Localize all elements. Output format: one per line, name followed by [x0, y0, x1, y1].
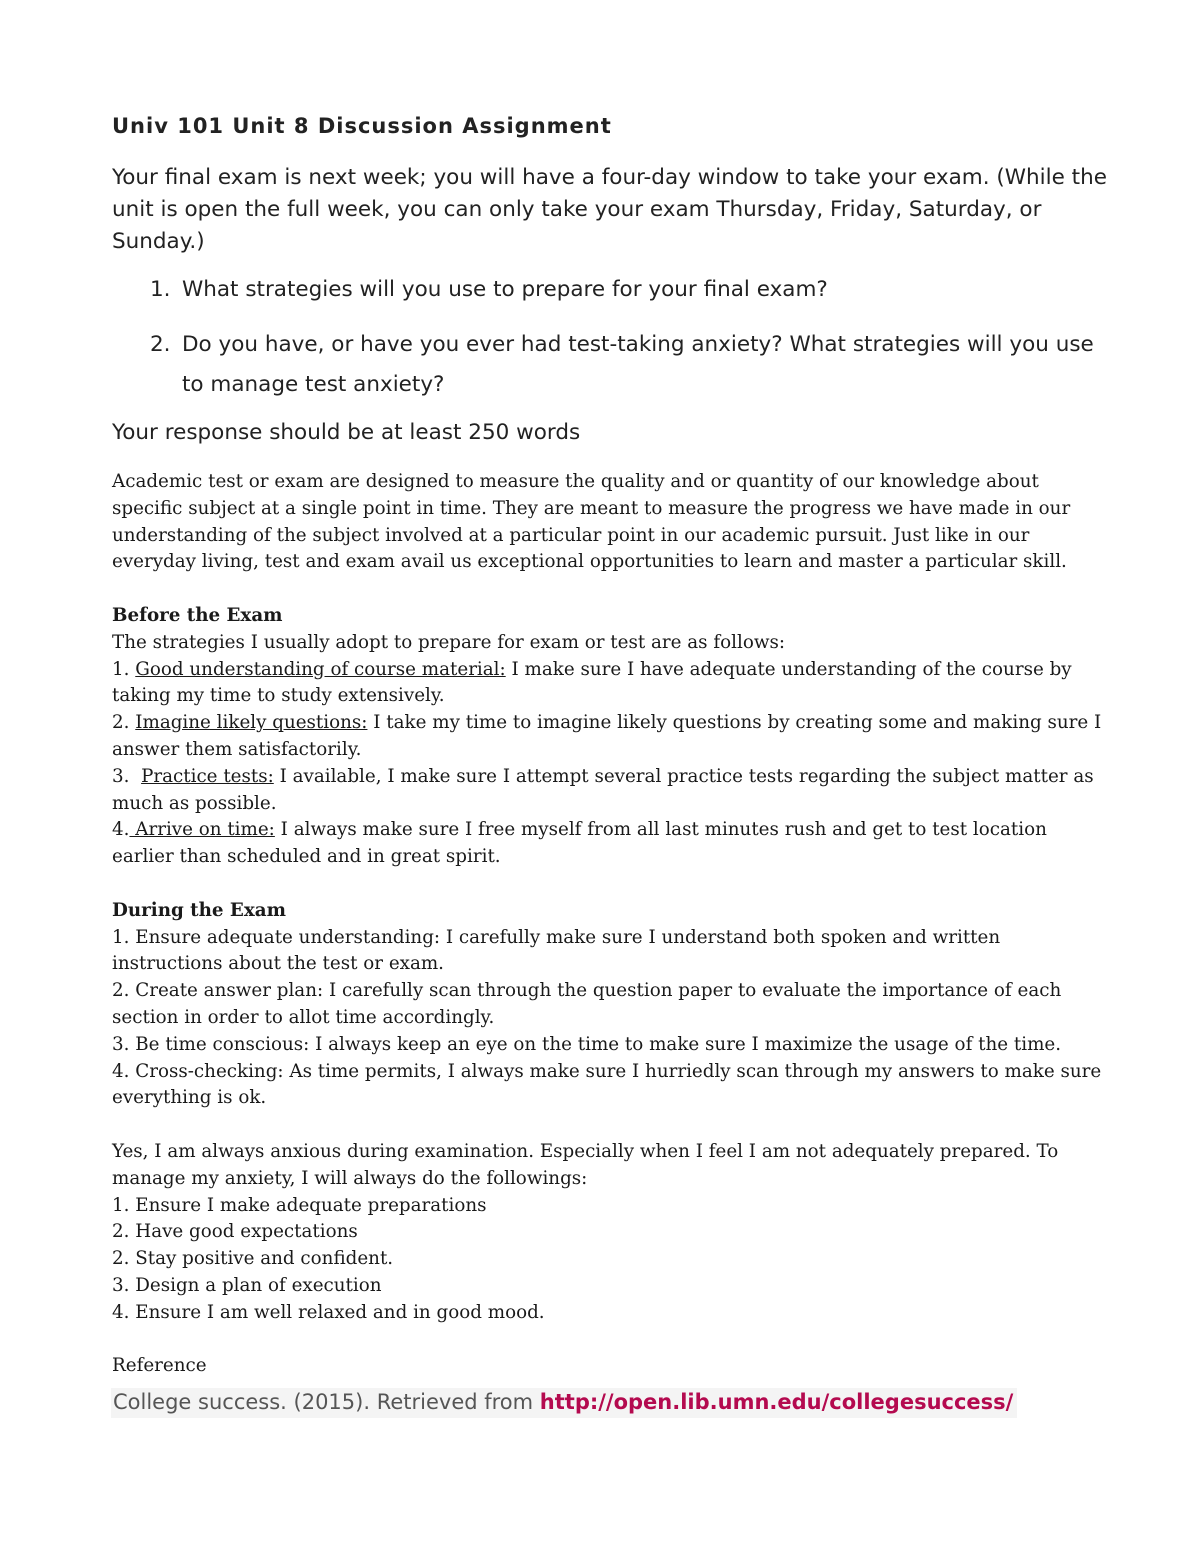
question-item — [150, 270, 1110, 310]
paragraph-spacer — [112, 1327, 1102, 1354]
item-number: 4. — [112, 819, 130, 841]
question-item — [150, 325, 1110, 405]
reference-heading: Reference — [112, 1355, 207, 1377]
question-text: Do you have, or have you ever had test-taking anxiety? What strategies will you use to manage test anxiety? — [182, 332, 1094, 397]
during-exam-heading: During the Exam — [112, 899, 286, 921]
question-list — [150, 270, 1110, 405]
before-exam-heading: Before the Exam — [112, 604, 283, 626]
anxiety-intro: Yes, I am always anxious during examination. Especially when I feel I am not adequately prepared. To manage my anxiety, I will always do the followings: — [112, 1140, 1059, 1189]
word-count-requirement: Your response should be at least 250 words — [112, 420, 581, 445]
item-number: 3. — [112, 765, 142, 787]
item-text: I available, I make sure I attempt several practice tests regarding the subject matter as much as possible. — [112, 765, 1094, 814]
list-item: 3. Be time conscious: I always keep an eye on the time to make sure I maximize the usage of the time. — [112, 1033, 1062, 1055]
citation-text: College success. (2015). Retrieved from — [113, 1390, 540, 1414]
item-text: I take my time to imagine likely questions by creating some and making sure I answer them satisfactorily. — [112, 712, 1102, 760]
question-number: 1. — [150, 277, 171, 302]
item-number: 2. — [112, 712, 136, 734]
list-item — [112, 764, 1102, 818]
before-exam-intro: The strategies I usually adopt to prepare for exam or test are as follows: — [112, 631, 786, 653]
item-label: Arrive on time: — [129, 819, 275, 841]
paragraph-spacer — [112, 871, 1102, 898]
list-item: 2. Have good expectations — [112, 1221, 358, 1243]
question-text: What strategies will you use to prepare for your final exam? — [182, 277, 828, 302]
item-label: Good understanding of course material: — [135, 658, 506, 680]
list-item: 1. Ensure adequate understanding: I carefully make sure I understand both spoken and written instructions about the test or exam. — [112, 926, 1001, 975]
response-body — [112, 469, 1102, 1380]
item-label: Imagine likely questions: — [135, 712, 368, 734]
list-item — [112, 817, 1102, 871]
paragraph-spacer — [112, 1112, 1102, 1139]
item-number: 1. — [112, 658, 136, 680]
list-item: 2. Stay positive and confident. — [112, 1248, 394, 1270]
list-item — [112, 710, 1102, 764]
assignment-title: Univ 101 Unit 8 Discussion Assignment — [112, 114, 612, 138]
list-item — [112, 657, 1102, 711]
reference-link[interactable]: http://open.lib.umn.edu/collegesuccess/ — [539, 1390, 1014, 1414]
reference-citation — [111, 1388, 1017, 1418]
item-text: I always make sure I free myself from all last minutes rush and get to test location earlier than scheduled and in great spirit. — [112, 819, 1047, 868]
item-text: I make sure I have adequate understanding of the course by taking my time to study extensively. — [112, 658, 1072, 707]
list-item: 2. Create answer plan: I carefully scan through the question paper to evaluate the importance of each section in order to allot time accordingly. — [112, 980, 1062, 1028]
assignment-intro — [112, 162, 1112, 258]
item-label: Practice tests: — [141, 765, 274, 787]
question-number: 2. — [150, 332, 171, 357]
list-item: 4. Cross-checking: As time permits, I always make sure I hurriedly scan through my answers to make sure everything is ok. — [112, 1060, 1102, 1109]
list-item: 3. Design a plan of execution — [112, 1274, 382, 1296]
opening-paragraph: Academic test or exam are designed to measure the quality and or quantity of our knowledge about specific subject at a single point in time. They are meant to measure the progress we have made in our understanding of the subject involved at a particular point in our academic pursuit. Just like in our everyday living, test and exam avail us exceptional opportunities to learn and master a particular skill. — [112, 471, 1071, 573]
list-item: 1. Ensure I make adequate preparations — [112, 1194, 487, 1216]
paragraph-spacer — [112, 576, 1102, 603]
list-item: 4. Ensure I am well relaxed and in good mood. — [112, 1301, 545, 1323]
intro-text: Your final exam is next week; you will have a four-day window to take your exam. (While the unit is open the full week, you can only take your exam Thursday, Friday, Saturday, or Sunday.) — [112, 165, 1107, 254]
